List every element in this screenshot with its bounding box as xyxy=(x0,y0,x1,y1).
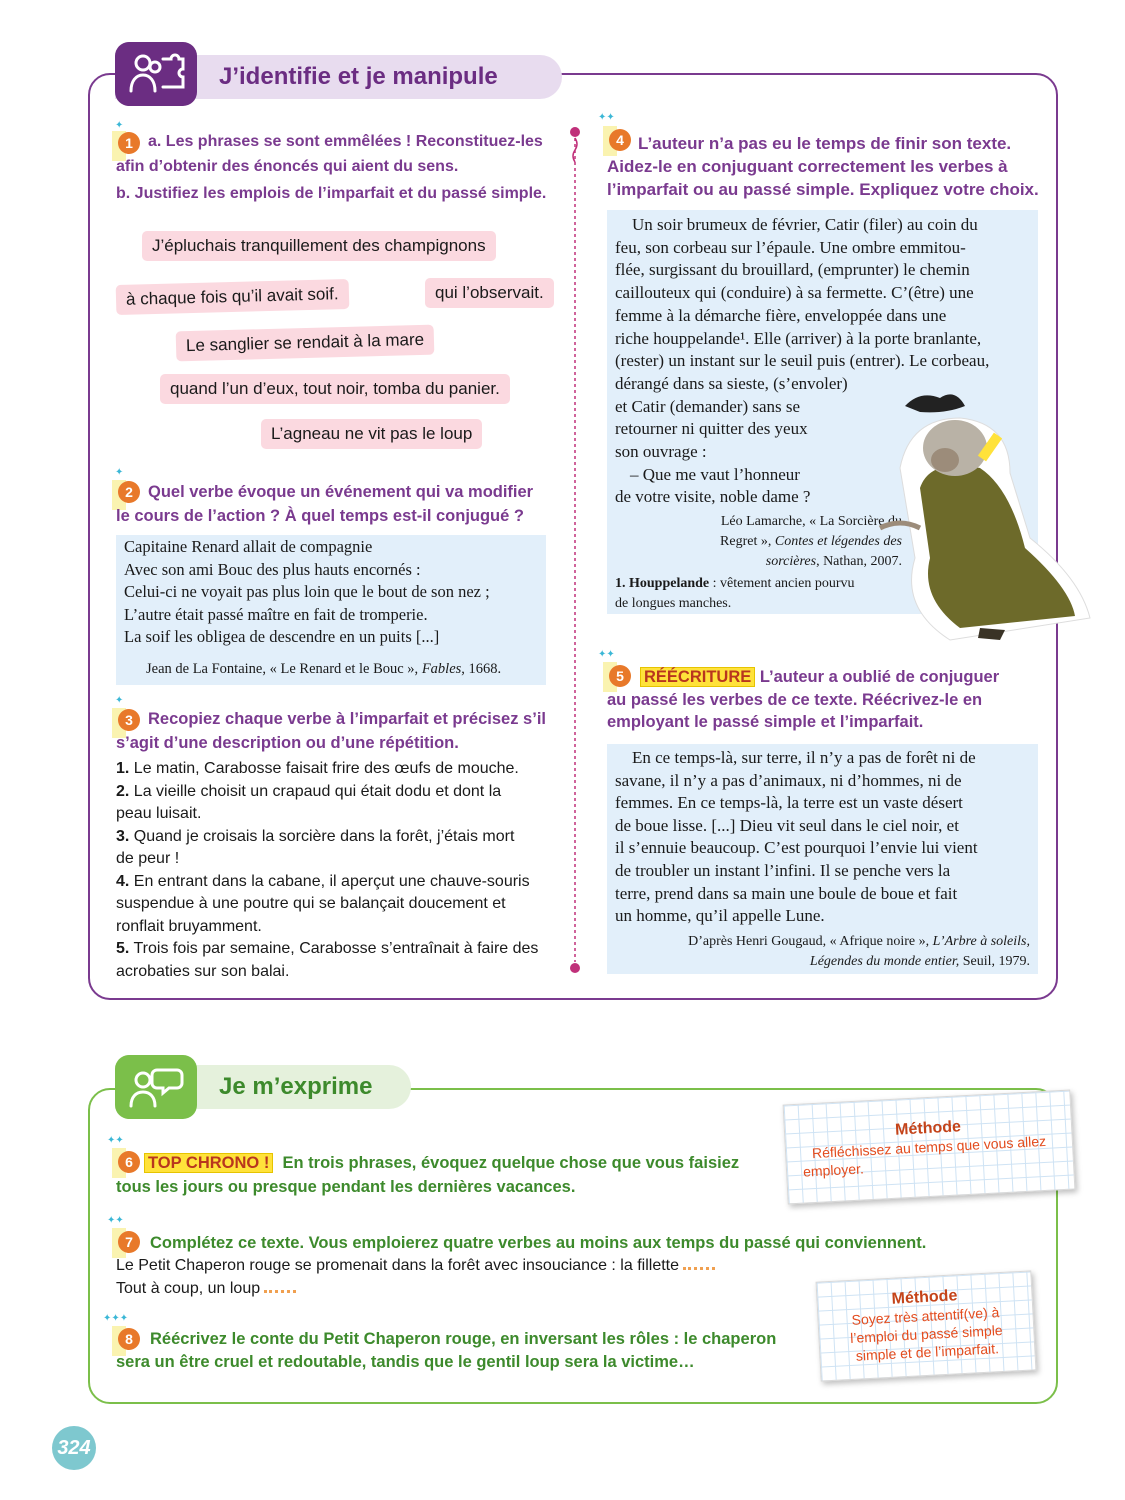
poem-line: Avec son ami Bouc des plus hauts encornés : xyxy=(124,559,421,579)
ex5-star-icon: ✦✦ xyxy=(598,649,615,660)
ex1-question-a2: afin d’obtenir des énoncés qui aient du sens. xyxy=(116,158,459,175)
source-line: Légendes du monde entier, Seuil, 1979. xyxy=(809,954,1030,969)
ex1-number: 1 xyxy=(118,132,140,154)
footnote-def: de longues manches. xyxy=(615,596,732,611)
ex1-question-a1: a. Les phrases se sont emmêlées ! Reconstituez-les xyxy=(148,133,543,150)
ex5-question-2: au passé les verbes de ce texte. Réécrivez-le en xyxy=(607,691,983,709)
sentence-chip-1[interactable]: J’épluchais tranquillement des champignons xyxy=(142,231,496,261)
puzzle-people-icon xyxy=(115,42,197,106)
text-line: – Que me vaut l’honneur xyxy=(630,464,800,484)
text-line: riche houppelande¹. Elle (arriver) à la porte branlante, xyxy=(615,328,982,348)
method-title: Méthode xyxy=(894,1118,962,1139)
source-author: Jean de La Fontaine, « Le Renard et le Bouc », xyxy=(146,661,422,677)
ex2-question-1: Quel verbe évoque un événement qui va modifier xyxy=(148,483,534,501)
witch-illustration xyxy=(860,378,1100,646)
source-line: D’après Henri Gougaud, « Afrique noire », L’Arbre à soleils, xyxy=(688,934,1030,949)
ex8-number: 8 xyxy=(118,1328,140,1350)
list-item-cont: de peur ! xyxy=(116,850,180,867)
ex7-star-icon: ✦✦ xyxy=(107,1215,124,1226)
page-number: 324 xyxy=(52,1426,96,1470)
poem-line: La soif les obligea de descendre en un puits [...] xyxy=(124,627,440,646)
section-title-express: Je m’exprime xyxy=(115,1065,411,1109)
ex4-question-2: Aidez-le en conjuguant correctement les verbes à xyxy=(607,157,1008,176)
method-text: employer. xyxy=(802,1160,865,1180)
ex7-text-1 xyxy=(116,1255,715,1278)
ex7-line: Le Petit Chaperon rouge se promenait dans la forêt avec insouciance : la fillette xyxy=(116,1257,679,1274)
ex4-source xyxy=(615,512,902,572)
ex6-star-icon: ✦✦ xyxy=(107,1135,124,1146)
method-text: simple et de l’imparfait. xyxy=(855,1340,1000,1364)
footnote-def: : vêtement ancien pourvu xyxy=(709,576,855,591)
ex5-q1: L’auteur a oublié de conjuguer xyxy=(755,668,1000,686)
ex7-question: Complétez ce texte. Vous emploierez quatre verbes au moins aux temps du passé qui conviennent. xyxy=(150,1234,927,1252)
ex8-star-icon: ✦✦✦ xyxy=(103,1313,129,1324)
blank-field[interactable] xyxy=(264,1290,296,1293)
text-line: (rester) un instant sur le seuil puis (entrer). Le corbeau, xyxy=(615,351,990,371)
text-line: et Catir (demander) sans se xyxy=(615,396,801,416)
text-line: femme à la démarche fière, enveloppée dans une xyxy=(615,305,947,325)
method-text: l’emploi du passé simple xyxy=(849,1322,1003,1346)
source-line: Regret », Contes et légendes des xyxy=(720,534,902,549)
list-item: 4. En entrant dans la cabane, il aperçut une chauve-souris xyxy=(116,872,530,890)
list-item: 1. Le matin, Carabosse faisait frire des œufs de mouche. xyxy=(116,760,519,777)
blank-field[interactable] xyxy=(683,1267,715,1270)
text-line: terre, prend dans sa main une boule de boue et fait xyxy=(615,883,958,903)
method-text: Soyez très attentif(ve) à xyxy=(851,1304,1000,1328)
text-line: dérangé dans sa sieste, (s’envoler) xyxy=(615,373,848,393)
method-title: Méthode xyxy=(891,1287,958,1308)
ex4-number: 4 xyxy=(609,129,631,151)
list-item: 5. Trois fois par semaine, Carabosse s’entraînait à faire des xyxy=(116,940,539,957)
method-text: Réfléchissez au temps que vous allez xyxy=(811,1132,1047,1162)
ex8-question-2: sera un être cruel et redoutable, tandis que le gentil loup sera la victime… xyxy=(116,1353,695,1371)
method-note-2 xyxy=(816,1270,1037,1381)
text-line: de boue lisse. [...] Dieu vit seul dans le ciel noir, et xyxy=(615,815,959,835)
footnote-term: 1. Houppelande xyxy=(615,576,710,591)
poem-line: L’autre était passé maître en fait de tromperie. xyxy=(124,604,428,624)
text-line: Un soir brumeux de février, Catir (filer) au coin du xyxy=(632,215,978,234)
source-line: Léo Lamarche, « La Sorcière du xyxy=(720,514,902,529)
list-item-cont: suspendue à une poutre qui se balançait doucement et xyxy=(116,895,506,912)
ex2-source xyxy=(146,661,501,678)
ex3-list xyxy=(116,758,538,983)
list-item: 2. La vieille choisit un crapaud qui était dodu et dont la xyxy=(116,782,502,800)
text-line: flée, surgissant du brouillard, (emprunter) le chemin xyxy=(615,260,970,280)
ex5-text xyxy=(615,747,978,928)
column-divider xyxy=(568,124,582,974)
sentence-chip-5[interactable]: quand l’un d’eux, tout noir, tomba du panier. xyxy=(160,374,510,404)
sentence-chip-6[interactable]: L’agneau ne vit pas le loup xyxy=(261,419,482,449)
list-item-cont: acrobaties sur son balai. xyxy=(116,962,290,980)
ex6-number: 6 xyxy=(118,1151,140,1173)
text-line: son ouvrage : xyxy=(615,442,707,462)
list-item: 3. Quand je croisais la sorcière dans la forêt, j’étais mort xyxy=(116,827,515,845)
ex1-question-b: b. Justifiez les emplois de l’imparfait et du passé simple. xyxy=(116,185,547,202)
ex6-q1: En trois phrases, évoquez quelque chose que vous faisiez xyxy=(282,1154,740,1172)
ex4-footnote xyxy=(615,574,855,614)
text-line: caillouteux qui (conduire) à sa fermette. C’(être) une xyxy=(615,283,974,303)
text-line: feu, son corbeau sur l’épaule. Une ombre emmitou- xyxy=(615,237,966,257)
ex8-question-1: Réécrivez le conte du Petit Chaperon rouge, en inversant les rôles : le chaperon xyxy=(150,1330,777,1348)
ex2-poem xyxy=(124,536,490,649)
ex5-question-3: employant le passé simple et l’imparfait. xyxy=(607,713,924,731)
rewriting-tag: RÉÉCRITURE xyxy=(640,667,755,687)
sentence-chip-4[interactable]: Le sanglier se rendait à la mare xyxy=(176,325,435,362)
method-note-1 xyxy=(783,1090,1076,1205)
source-work: Fables xyxy=(421,661,462,677)
text-line: En ce temps-là, sur terre, il n’y a pas de forêt ni de xyxy=(632,748,976,767)
ex2-number: 2 xyxy=(118,481,140,503)
text-line: de troubler un instant l’infini. Il se penche vers la xyxy=(615,860,951,880)
ex7-number: 7 xyxy=(118,1231,140,1253)
ex4-star-icon: ✦✦ xyxy=(598,112,615,123)
poem-line: Capitaine Renard allait de compagnie xyxy=(124,537,373,556)
list-item-cont: ronflait bruyamment. xyxy=(116,917,262,935)
ex4-question-3: l’imparfait ou au passé simple. Expliquez votre choix. xyxy=(607,180,1039,199)
ex3-star-icon: ✦ xyxy=(115,695,124,706)
sentence-chip-3[interactable]: qui l’observait. xyxy=(425,278,554,308)
ex5-question-1 xyxy=(640,665,999,689)
speech-bubble-icon xyxy=(115,1055,197,1119)
ex3-question-1: Recopiez chaque verbe à l’imparfait et précisez s’il xyxy=(148,710,546,728)
list-item-cont: peau luisait. xyxy=(116,805,202,822)
top-chrono-tag: TOP CHRONO ! xyxy=(144,1153,273,1173)
ex7-text-2 xyxy=(116,1278,296,1301)
text-line: savane, il n’y a pas d’animaux, ni d’hommes, ni de xyxy=(615,770,962,790)
ex2-question-2: le cours de l’action ? À quel temps est-il conjugué ? xyxy=(116,507,524,525)
source-line: sorcières, Nathan, 2007. xyxy=(765,554,902,569)
ex2-star-icon: ✦ xyxy=(115,467,124,478)
text-line: retourner ni quitter des yeux xyxy=(615,419,808,439)
ex6-question-2: tous les jours ou presque pendant les dernières vacances. xyxy=(116,1178,576,1196)
source-date: , 1668. xyxy=(461,661,502,677)
text-line: de votre visite, noble dame ? xyxy=(615,487,811,507)
ex3-question-2: s’agit d’une description ou d’une répétition. xyxy=(116,734,459,752)
poem-line: Celui-ci ne voyait pas plus loin que le bout de son nez ; xyxy=(124,582,490,601)
ex3-number: 3 xyxy=(118,709,140,731)
sentence-chip-2[interactable]: à chaque fois qu’il avait soif. xyxy=(116,279,349,315)
text-line: femmes. En ce temps-là, la terre est un vaste désert xyxy=(615,793,963,813)
ex5-source xyxy=(615,932,1030,972)
ex6-question-1 xyxy=(144,1151,739,1175)
text-line: un homme, qu’il appelle Lune. xyxy=(615,906,825,926)
section-title-identify: J’identifie et je manipule xyxy=(115,55,562,99)
ex1-star-icon: ✦ xyxy=(115,120,124,131)
ex7-line: Tout à coup, un loup xyxy=(116,1280,261,1297)
ex4-question-1: L’auteur n’a pas eu le temps de finir son texte. xyxy=(638,134,1012,153)
text-line: il s’ennuie beaucoup. C’est pourquoi l’envie lui vient xyxy=(615,838,978,858)
ex5-number: 5 xyxy=(609,665,631,687)
